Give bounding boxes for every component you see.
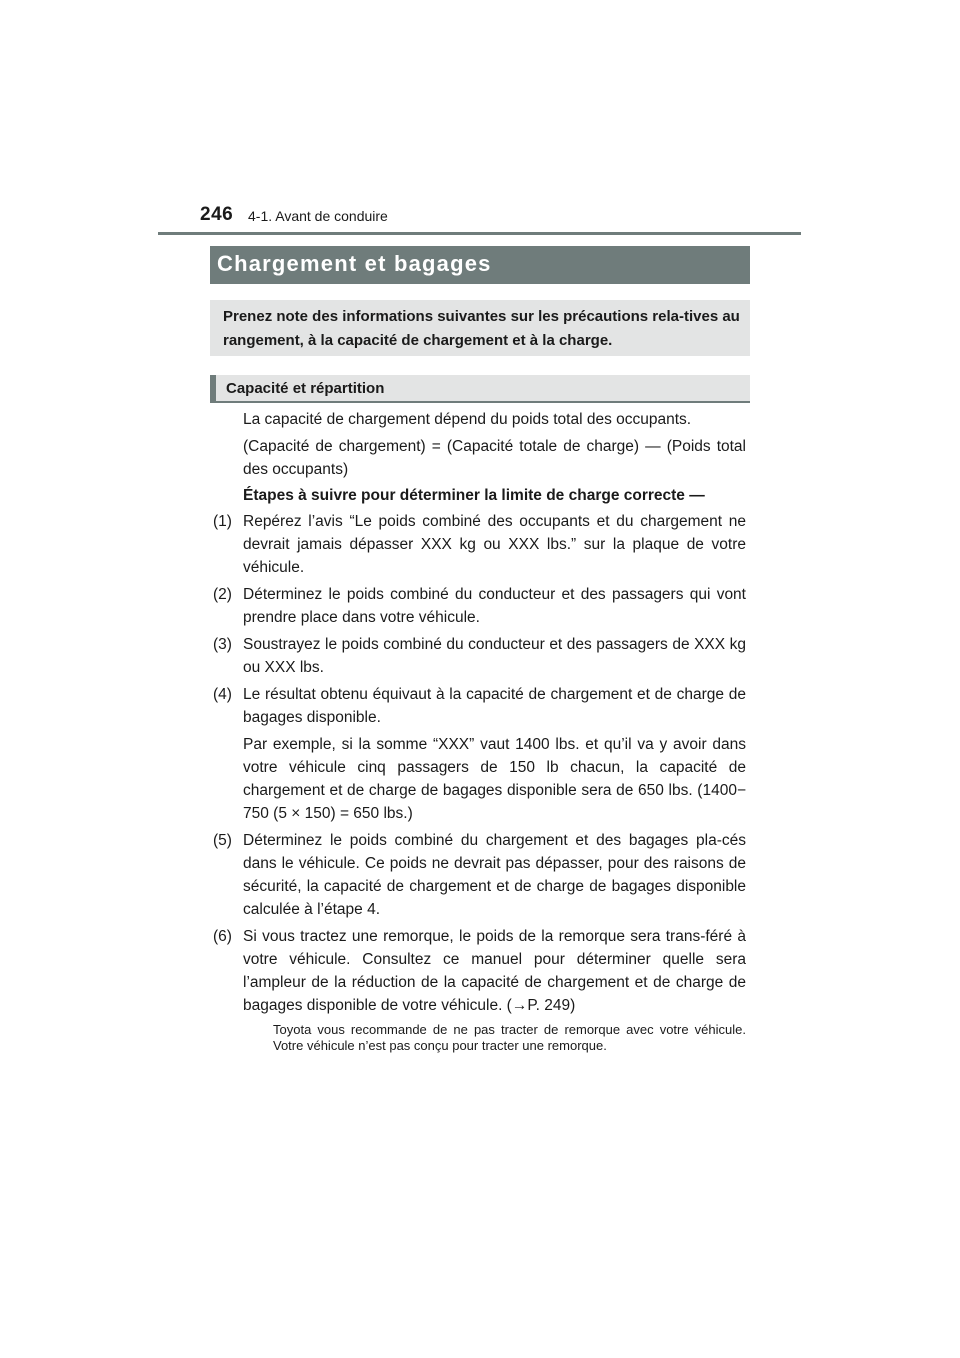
step-number: (1)	[213, 513, 232, 530]
section-reference: 4-1. Avant de conduire	[248, 208, 388, 224]
body-content	[213, 408, 746, 1054]
step-number: (4)	[213, 686, 232, 703]
intro-text: Prenez note des informations suivantes sur les précautions rela-tives au rangement, à la capacité de chargement et à la charge.	[223, 308, 740, 349]
step-number: (3)	[213, 636, 232, 653]
title-bar	[210, 246, 750, 284]
step-number: (5)	[213, 832, 232, 849]
step-text: Soustrayez le poids combiné du conducteur et des passagers de XXX kg ou XXX lbs.	[243, 636, 746, 676]
step-text: Repérez l’avis “Le poids combiné des occupants et du chargement ne devrait jamais dépasser XXX kg ou XXX lbs.” sur la plaque de votre véhicule.	[243, 513, 746, 576]
page-number: 246	[200, 204, 234, 225]
intro-box	[210, 300, 750, 356]
list-item	[213, 510, 746, 579]
list-item	[213, 683, 746, 825]
header-divider	[158, 232, 801, 235]
step-text: Déterminez le poids combiné du conducteur et des passagers qui vont prendre place dans votre véhicule.	[243, 586, 746, 626]
subsection-header	[210, 375, 750, 403]
step-text: Si vous tractez une remorque, le poids de la remorque sera trans-féré à votre véhicule. Consultez ce manuel pour déterminer quelle sera l’ampleur de la réduction de la capacité de chargement et de charge de bagages disponible de votre véhicule. (→P. 249)	[243, 928, 746, 1014]
list-item	[213, 633, 746, 679]
paragraph-formula: (Capacité de chargement) = (Capacité totale de charge) — (Poids total des occupants)	[243, 438, 746, 478]
step-text: Le résultat obtenu équivaut à la capacité de chargement et de charge de bagages disponible.	[243, 686, 746, 726]
subsection-accent	[210, 375, 216, 403]
step-number: (6)	[213, 928, 232, 945]
step-number: (2)	[213, 586, 232, 603]
paragraph-steps-heading: Étapes à suivre pour déterminer la limite de charge correcte —	[243, 487, 705, 504]
page-title: Chargement et bagages	[217, 251, 492, 276]
list-item	[213, 829, 746, 921]
list-item	[213, 925, 746, 1017]
list-item	[213, 583, 746, 629]
step-text: Déterminez le poids combiné du chargement et des bagages pla-cés dans le véhicule. Ce poids ne devrait pas dépasser, pour des raisons de sécurité, la capacité de chargement et de charge de bagages disponible calculée à l’étape 4.	[243, 832, 746, 918]
paragraph-capacity: La capacité de chargement dépend du poids total des occupants.	[243, 411, 692, 428]
trailer-note: Toyota vous recommande de ne pas tracter de remorque avec votre véhicule. Votre véhicule n’est pas conçu pour tracter une remorque.	[273, 1022, 746, 1053]
steps-list	[213, 510, 746, 1017]
step-example: Par exemple, si la somme “XXX” vaut 1400 lbs. et qu’il va y avoir dans votre véhicule cinq passagers de 150 lb chacun, la capacité de chargement et de charge de bagages disponible sera de 650 lbs. (1400− 750 (5 × 150) = 650 lbs.)	[243, 736, 746, 822]
subsection-title: Capacité et répartition	[226, 380, 385, 397]
